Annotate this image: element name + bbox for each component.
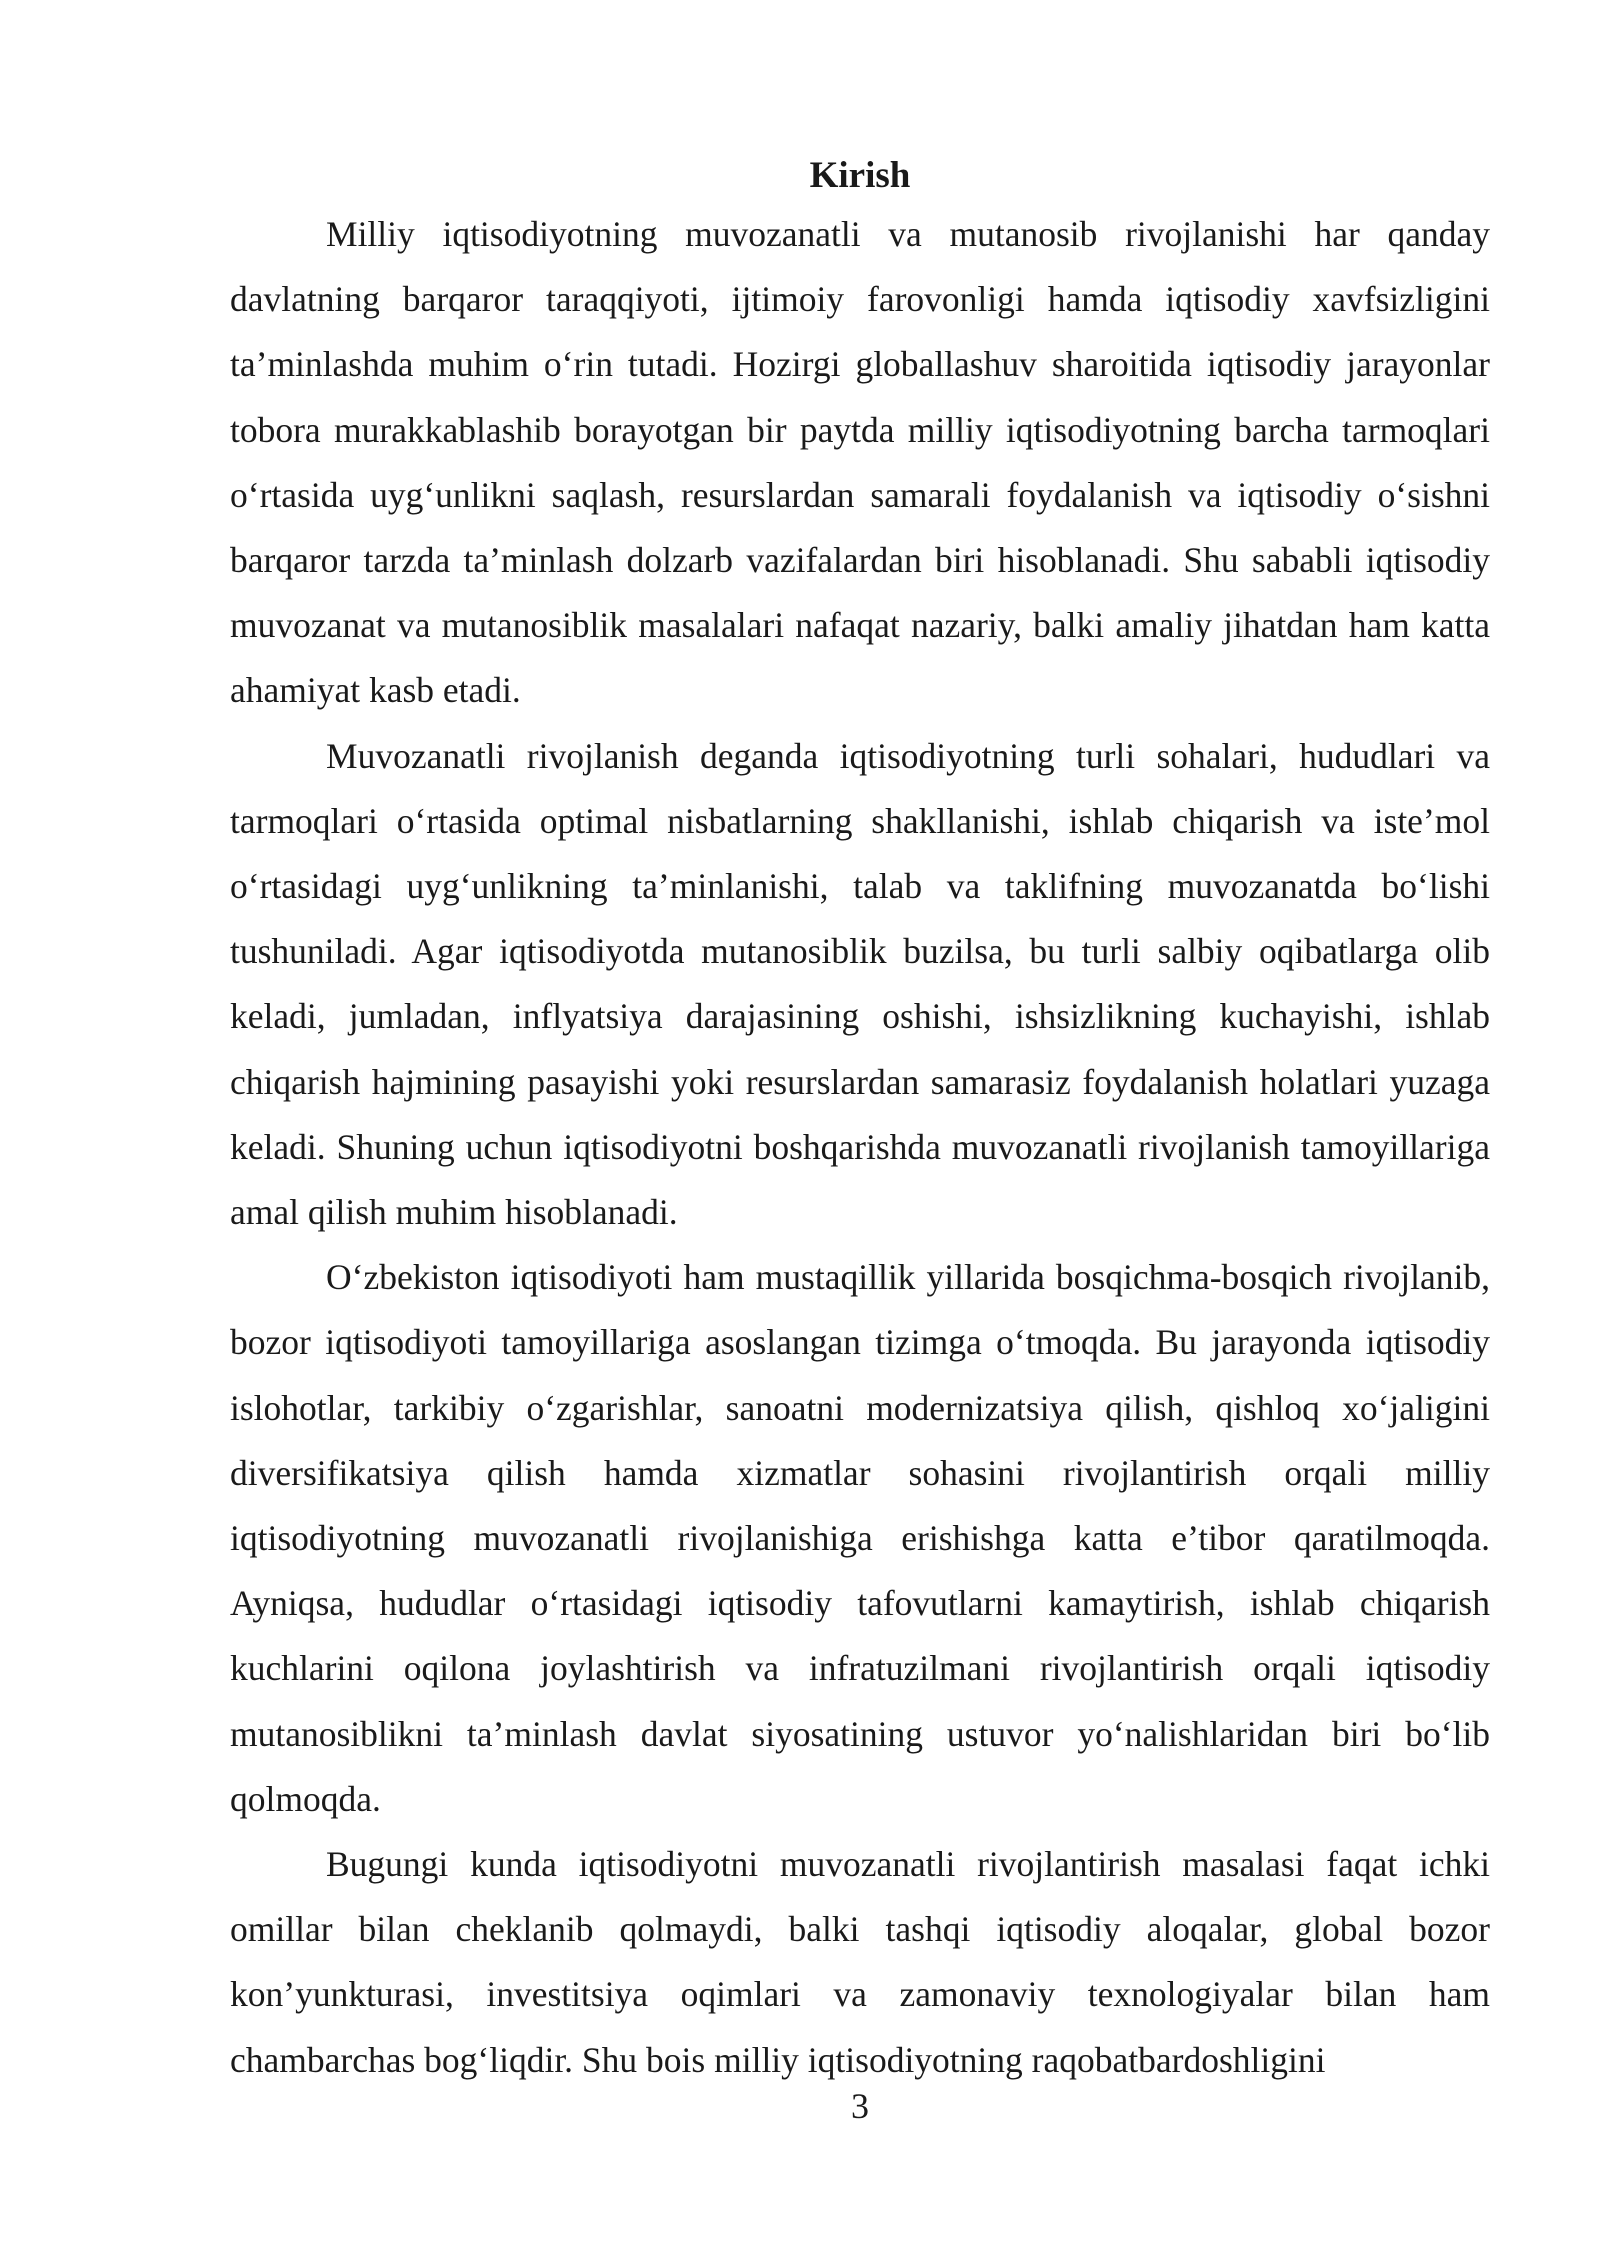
paragraph-2: Muvozanatli rivojlanish deganda iqtisodiyotning turli sohalari, hududlari va tarmoqlari o‘rtasida optimal nisbatlarning shakllanishi, ishlab chiqarish va iste’mol o‘rtasidagi uyg‘unlikning ta’minlanishi, talab va taklifning muvozanatda bo‘lishi tushuniladi. Agar iqtisodiyotda mutanosiblik buzilsa, bu turli salbiy oqibatlarga olib keladi, jumladan, inflyatsiya darajasining oshishi, ishsizlikning kuchayishi, ishlab chiqarish hajmining pasayishi yoki resurslardan samarasiz foydalanish holatlari yuzaga keladi. Shuning uchun iqtisodiyotni boshqarishda muvozanatli rivojlanish tamoyillariga amal qilish muhim hisoblanadi. <box>230 735 1490 1233</box>
section-title: Kirish <box>809 155 911 196</box>
paragraph-3: O‘zbekiston iqtisodiyoti ham mustaqillik yillarida bosqichma-bosqich rivojlanib, bozor iqtisodiyoti tamoyillariga asoslangan tizimga o‘tmoqda. Bu jarayonda iqtisodiy islohotlar, tarkibiy o‘zgarishlar, sanoatni modernizatsiya qilish, qishloq xo‘jaligini diversifikatsiya qilish hamda xizmatlar sohasini rivojlantirish orqali milliy iqtisodiyotning muvozanatli rivojlanishiga erishishga katta e’tibor qaratilmoqda. Ayniqsa, hududlar o‘rtasidagi iqtisodiy tafovutlarni kamaytirish, ishlab chiqarish kuchlarini oqilona joylashtirish va infratuzilmani rivojlantirish orqali iqtisodiy mutanosiblikni ta’minlash davlat siyosatining ustuvor yo‘nalishlaridan biri bo‘lib qolmoqda. <box>230 1257 1490 1819</box>
paragraph-1: Milliy iqtisodiyotning muvozanatli va mutanosib rivojlanishi har qanday davlatning barqaror taraqqiyoti, ijtimoiy farovonligi hamda iqtisodiy xavfsizligini ta’minlashda muhim o‘rin tutadi. Hozirgi globallashuv sharoitida iqtisodiy jarayonlar tobora murakkablashib borayotgan bir paytda milliy iqtisodiyotning barcha tarmoqlari o‘rtasida uyg‘unlikni saqlash, resurslardan samarali foydalanish va iqtisodiy o‘sishni barqaror tarzda ta’minlash dolzarb vazifalardan biri hisoblanadi. Shu sababli iqtisodiy muvozanat va mutanosiblik masalalari nafaqat nazariy, balki amaliy jihatdan ham katta ahamiyat kasb etadi. <box>230 214 1490 711</box>
page-content <box>230 150 1490 2093</box>
page-number: 3 <box>851 2086 869 2126</box>
paragraph-4: Bugungi kunda iqtisodiyotni muvozanatli rivojlantirish masalasi faqat ichki omillar bilan cheklanib qolmaydi, balki tashqi iqtisodiy aloqalar, global bozor kon’yunkturasi, investitsiya oqimlari va zamonaviy texnologiyalar bilan ham chambarchas bog‘liqdir. Shu bois milliy iqtisodiyotning raqobatbardoshligini <box>230 1844 1490 2080</box>
